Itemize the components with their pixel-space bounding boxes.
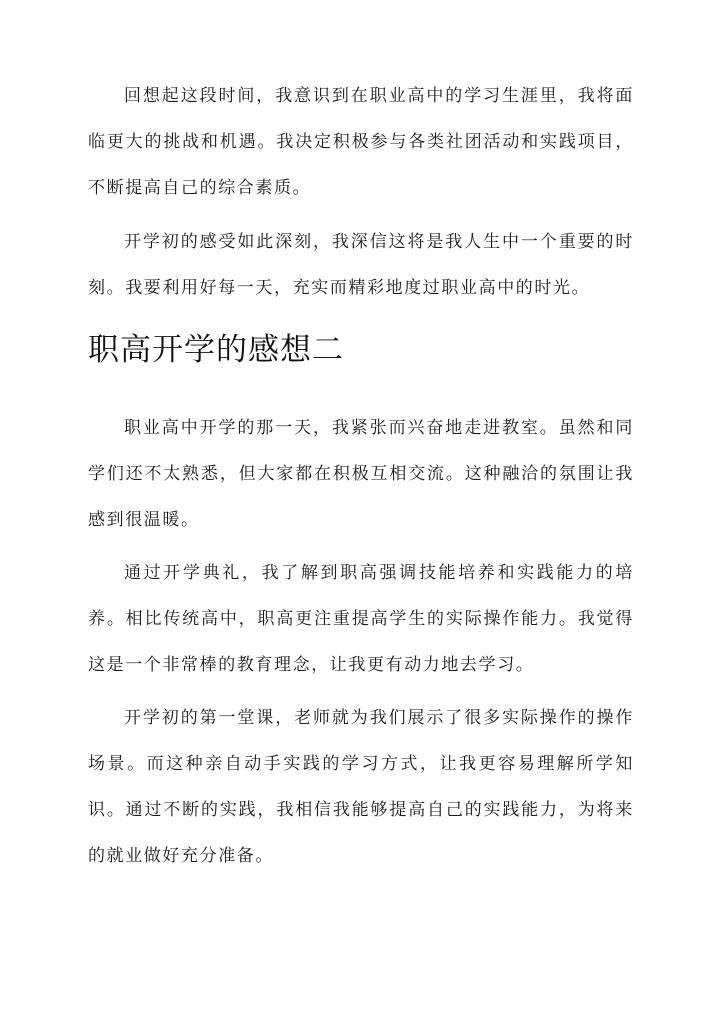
paragraph-first-class: 开学初的第一堂课，老师就为我们展示了很多实际操作的操作场景。而这种亲自动手实践的学习方式，让我更容易理解所学知识。通过不断的实践，我相信我能够提高自己的实践能力，为将来的就业做好充分准备。 bbox=[88, 708, 634, 866]
paragraph-first-impression: 开学初的感受如此深刻，我深信这将是我人生中一个重要的时刻。我要利用好每一天，充实而精彩地度过职业高中的时光。 bbox=[88, 232, 634, 298]
paragraph-first-day: 职业高中开学的那一天，我紧张而兴奋地走进教室。虽然和同学们还不太熟悉，但大家都在积极互相交流。这种融洽的氛围让我感到很温暖。 bbox=[88, 418, 634, 530]
paragraph-opening-ceremony: 通过开学典礼，我了解到职高强调技能培养和实践能力的培养。相比传统高中，职高更注重提高学生的实际操作能力。我觉得这是一个非常棒的教育理念，让我更有动力地去学习。 bbox=[88, 563, 634, 675]
paragraph-reflection: 回想起这段时间，我意识到在职业高中的学习生涯里，我将面临更大的挑战和机遇。我决定积极参与各类社团活动和实践项目，不断提高自己的综合素质。 bbox=[88, 86, 634, 198]
section-heading: 职高开学的感想二 bbox=[88, 332, 344, 368]
